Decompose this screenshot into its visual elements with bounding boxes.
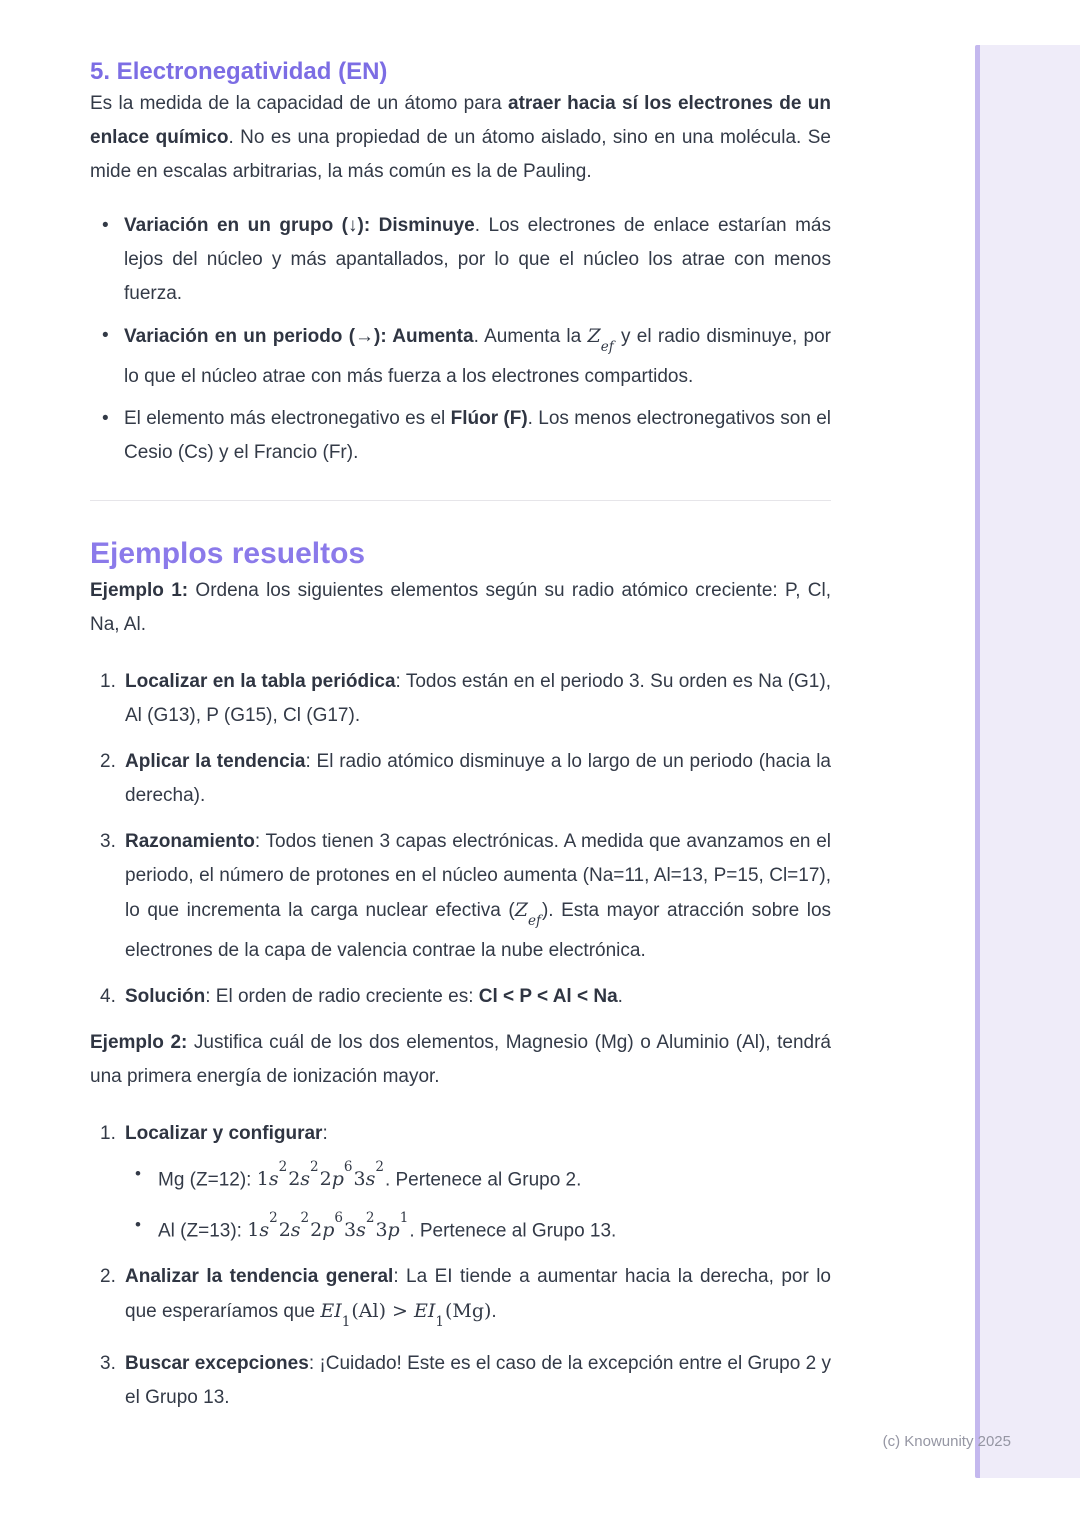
config-sup: 2 — [300, 1209, 310, 1226]
mg-prefix: Mg (Z=12): — [158, 1168, 257, 1190]
grupo-text: . Los electrones de enlace estarían más lejos del núcleo y más apantallados, por lo que el núcleo los atrae con menos fuerza. — [124, 215, 832, 304]
zef-variable: Z — [587, 325, 601, 347]
example1-text: Ordena los siguientes elementos según su radio atómico creciente: P, Cl, Na, Al. — [90, 579, 832, 635]
ex2-step3-text: : ¡Cuidado! Este es el caso de la excepción entre el Grupo 2 y el Grupo 13. — [125, 1353, 832, 1409]
step-item-3 — [90, 825, 831, 968]
step-number: 4. — [100, 985, 116, 1007]
config-run: 2 — [288, 1167, 301, 1190]
step3-text-2: ). Esta mayor atracción sobre los electrones de la capa de valencia contrae la nube electrónica. — [125, 899, 832, 961]
step1-text: : Todos están en el periodo 3. Su orden es Na (G1), Al (G13), P (G15), Cl (G17). — [125, 670, 831, 726]
config-run: 3 — [353, 1167, 366, 1190]
ei2-argument: (Mg) — [444, 1300, 492, 1323]
config-run: p — [331, 1167, 344, 1190]
list-item-grupo — [90, 209, 831, 311]
config-item-mg — [125, 1157, 831, 1197]
step-number: 3. — [100, 830, 116, 852]
electron-config-mg — [256, 1158, 385, 1190]
config-run: s — [290, 1219, 301, 1242]
zef-subscript: ef — [600, 338, 614, 355]
section-title: 5. Electronegatividad (EN) — [90, 58, 388, 85]
step4-text-2: . — [617, 985, 623, 1007]
config-sup: 2 — [269, 1209, 278, 1226]
step4-text-1: : El orden de radio creciente es: — [205, 985, 479, 1007]
bullet-icon: • — [135, 1214, 141, 1234]
example2-steps — [90, 1117, 831, 1415]
trends-list — [90, 209, 831, 470]
step4-bold: Solución — [125, 985, 206, 1007]
step-item-4 — [90, 980, 831, 1014]
step3-text-1: : Todos tienen 3 capas electrónicas. A medida que avanzamos en el periodo, el número de protones en el núcleo aumenta (Na=11, Al=13, P=15, Cl=17), lo que incrementa la carga nuclear efectiva ( — [125, 830, 831, 921]
config-item-al — [125, 1208, 831, 1248]
step-number: 1. — [100, 1122, 116, 1144]
step-item-1 — [90, 1117, 831, 1249]
intro-text-1: Es la medida de la capacidad de un átomo para — [90, 93, 509, 114]
example1-steps — [90, 665, 831, 1014]
periodo-text-1: . Aumenta la — [473, 326, 588, 347]
ei1-subscript: 1 — [341, 1314, 351, 1331]
ei-comparison-math — [320, 1300, 492, 1331]
intro-text-2: . No es una propiedad de un átomo aislado, sino en una molécula. Se mide en escalas arbitrarias, la más común es la de Pauling. — [90, 127, 831, 182]
step2-bold: Aplicar la tendencia — [125, 750, 306, 772]
step-item-2 — [90, 745, 831, 813]
step-number: 1. — [100, 670, 116, 692]
ei2-variable: EI — [414, 1300, 436, 1323]
al-suffix: . Pertenece al Grupo 13. — [409, 1220, 617, 1242]
ex2-step2-text-2: . — [491, 1301, 497, 1323]
mg-suffix: . Pertenece al Grupo 2. — [384, 1168, 582, 1190]
right-rail — [975, 45, 1080, 1478]
step-number: 3. — [100, 1353, 116, 1375]
zef-subscript: ef — [527, 912, 541, 929]
bullet-icon: • — [102, 215, 109, 236]
ei1-argument: (Al) — [351, 1300, 386, 1323]
step-item-1 — [90, 665, 831, 733]
grupo-bold: Variación en un grupo (↓): Disminuye — [124, 215, 475, 236]
bullet-icon: • — [135, 1163, 141, 1183]
config-run: p — [387, 1219, 400, 1242]
periodo-text-2: y el radio disminuye, por lo que el núcleo atrae con más fuerza a los electrones compartidos. — [124, 326, 831, 387]
zef-variable: Z — [514, 898, 528, 921]
list-item-periodo — [90, 319, 831, 394]
examples-heading: Ejemplos resueltos — [90, 536, 366, 570]
config-run: 3 — [375, 1219, 388, 1242]
electron-config-al — [247, 1209, 409, 1242]
fluor-text-1: El elemento más electronegativo es el — [124, 407, 451, 429]
intro-paragraph — [90, 87, 831, 189]
config-run: s — [300, 1167, 311, 1190]
step1-bold: Localizar en la tabla periódica — [125, 670, 396, 692]
comparison-operator: > — [386, 1300, 414, 1323]
fluor-bold: Flúor (F) — [450, 407, 528, 429]
list-item-fluor — [90, 402, 831, 470]
zef-math — [587, 325, 615, 355]
config-run: p — [322, 1219, 335, 1242]
copyright: (c) Knowunity 2025 — [882, 1433, 1011, 1450]
config-run: 1 — [256, 1167, 269, 1190]
zef-math — [514, 898, 542, 929]
document-content — [90, 0, 831, 1427]
config-sup: 6 — [334, 1209, 343, 1226]
step-item-3 — [90, 1347, 831, 1415]
step-number: 2. — [100, 750, 116, 772]
config-list — [125, 1157, 831, 1249]
al-prefix: Al (Z=13): — [158, 1220, 248, 1242]
config-run: s — [259, 1219, 270, 1242]
step-number: 2. — [100, 1266, 116, 1288]
config-run: 2 — [278, 1219, 291, 1242]
config-run: 1 — [247, 1219, 260, 1242]
bullet-icon: • — [102, 325, 109, 346]
step2-text: : El radio atómico disminuye a lo largo de un periodo (hacia la derecha). — [125, 750, 832, 806]
config-run: 2 — [319, 1167, 332, 1190]
config-run: 2 — [310, 1219, 323, 1242]
config-sup: 2 — [310, 1158, 319, 1175]
ei1-variable: EI — [320, 1300, 342, 1323]
ei2-subscript: 1 — [435, 1314, 444, 1331]
config-run: s — [268, 1167, 279, 1190]
example1-intro — [90, 574, 831, 642]
config-sup: 6 — [343, 1158, 353, 1175]
config-sup: 2 — [278, 1158, 288, 1175]
example2-text: Justifica cuál de los dos elementos, Magnesio (Mg) o Aluminio (Al), tendrá una primera energía de ionización mayor. — [90, 1031, 831, 1087]
config-sup: 2 — [375, 1158, 384, 1175]
step4-answer: Cl < P < Al < Na — [478, 985, 618, 1007]
example2-label: Ejemplo 2: — [90, 1031, 188, 1053]
config-sup: 2 — [365, 1209, 375, 1226]
config-run: 3 — [344, 1219, 357, 1242]
fluor-text-2: . Los menos electronegativos son el Cesio (Cs) y el Francio (Fr). — [124, 407, 831, 463]
bullet-icon: • — [102, 407, 109, 429]
ex2-step1-text: : — [322, 1122, 328, 1144]
ex2-step2-bold: Analizar la tendencia general — [125, 1266, 394, 1288]
step-item-2 — [90, 1260, 831, 1335]
example1-label: Ejemplo 1: — [90, 579, 189, 601]
ex2-step1-bold: Localizar y configurar — [125, 1122, 323, 1144]
step3-bold: Razonamiento — [125, 830, 255, 852]
example2-intro — [90, 1026, 831, 1094]
divider — [90, 500, 831, 501]
config-run: s — [356, 1219, 366, 1242]
config-sup: 1 — [399, 1209, 409, 1226]
ex2-step3-bold: Buscar excepciones — [125, 1353, 309, 1375]
intro-bold: atraer hacia sí los electrones de un enlace químico — [90, 93, 831, 148]
config-run: s — [365, 1167, 376, 1190]
ex2-step2-text-1: : La EI tiende a aumentar hacia la derecha, por lo que esperaríamos que — [125, 1266, 831, 1323]
periodo-bold: Variación en un periodo (→): Aumenta — [124, 326, 474, 347]
